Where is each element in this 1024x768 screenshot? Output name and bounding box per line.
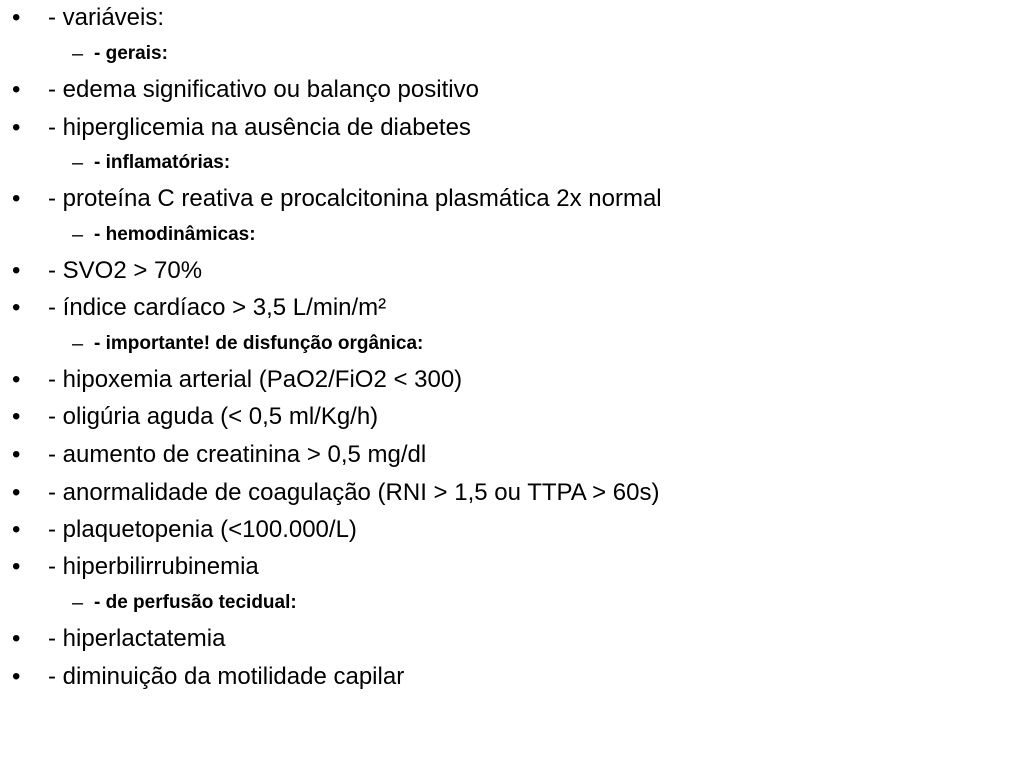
sub-heading-text: - inflamatórias: xyxy=(94,152,231,173)
dash-marker: – xyxy=(72,333,84,355)
bullet-text: - aumento de creatinina > 0,5 mg/dl xyxy=(48,441,427,468)
bullet-marker: • xyxy=(12,516,21,543)
bullet-marker: • xyxy=(12,663,21,690)
bullet-marker: • xyxy=(12,441,21,468)
bullet-marker: • xyxy=(12,257,21,284)
bullet-text: - oligúria aguda (< 0,5 ml/Kg/h) xyxy=(48,403,379,430)
dash-marker: – xyxy=(72,224,84,246)
bullet-text: - SVO2 > 70% xyxy=(48,257,203,284)
bullet-marker: • xyxy=(12,76,21,103)
bullet-text: - anormalidade de coagulação (RNI > 1,5 ou TTPA > 60s) xyxy=(48,479,660,506)
sub-heading-text: - de perfusão tecidual: xyxy=(94,592,297,613)
bullet-text: - hiperlactatemia xyxy=(48,625,226,652)
bullet-text: - hiperglicemia na ausência de diabetes xyxy=(48,114,471,141)
bullet-marker: • xyxy=(12,403,21,430)
bullet-marker: • xyxy=(12,114,21,141)
bullet-marker: • xyxy=(12,553,21,580)
sub-heading-text: - gerais: xyxy=(94,43,168,64)
bullet-text: - variáveis: xyxy=(48,4,165,31)
bullet-marker: • xyxy=(12,625,21,652)
bullet-text: - hiperbilirrubinemia xyxy=(48,553,259,580)
bullet-marker: • xyxy=(12,366,21,393)
bullet-text: - proteína C reativa e procalcitonina plasmática 2x normal xyxy=(48,185,662,212)
bullet-marker: • xyxy=(12,294,21,321)
bullet-marker: • xyxy=(12,185,21,212)
bullet-text: - diminuição da motilidade capilar xyxy=(48,663,405,690)
bullet-text: - índice cardíaco > 3,5 L/min/m² xyxy=(48,294,387,321)
dash-marker: – xyxy=(72,152,84,174)
bullet-marker: • xyxy=(12,4,21,31)
sub-heading-text: - hemodinâmicas: xyxy=(94,224,256,245)
sub-heading-text: - importante! de disfunção orgânica: xyxy=(94,333,424,354)
bullet-text: - hipoxemia arterial (PaO2/FiO2 < 300) xyxy=(48,366,463,393)
dash-marker: – xyxy=(72,592,84,614)
dash-marker: – xyxy=(72,43,84,65)
bullet-text: - edema significativo ou balanço positivo xyxy=(48,76,479,103)
bullet-marker: • xyxy=(12,479,21,506)
bullet-text: - plaquetopenia (<100.000/L) xyxy=(48,516,357,543)
